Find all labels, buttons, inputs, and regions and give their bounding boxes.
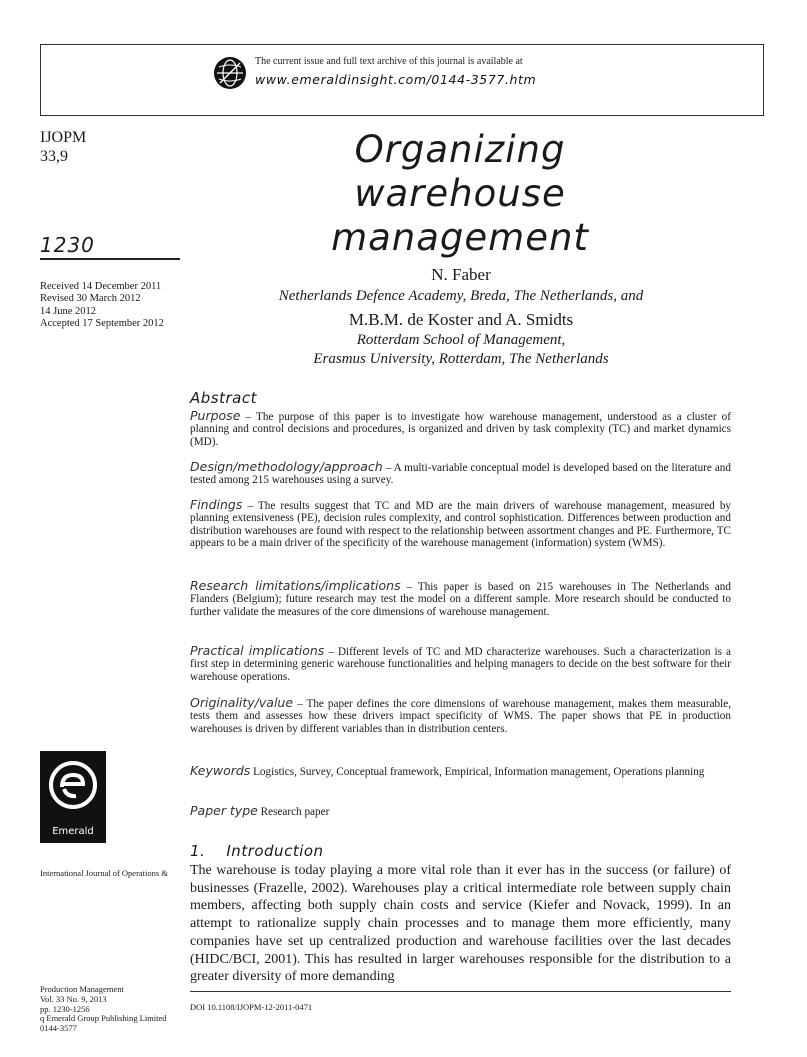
date-received: Received 14 December 2011 [40,281,162,292]
author-affiliation-2-line1: Rotterdam School of Management, [356,332,566,348]
author-name-2: M.B.M. de Koster and A. Smidts [348,310,574,329]
title-line: Organizing [354,128,566,171]
limitations-text: – This paper is based on 215 warehouses in The Netherlands and Flanders (Belgium); future research may test the model on a different sample. More research should be conducted to further validate the measures of the core dimensions of warehouse management. [190,581,731,618]
practical-text: – Different levels of TC and MD characterize warehouses. Such a characterization is a first step in determining generic warehouse functionalities and helping managers to decide on the best software for their warehouse operations. [190,646,731,683]
emerald-e-icon [40,751,106,821]
emerald-logo-text: Emerald [52,826,94,837]
purpose-label: Purpose [190,408,241,423]
title-line: management [331,216,589,259]
findings-text: – The results suggest that TC and MD are the main drivers of warehouse management, measured by planning extensiveness (PE), decision rules complexity, and control sophistication. Differences between production and distribution warehouses are found with respect to the relationship between assortment changes and PE. Furthermore, TC appears to be a main driver of the specificity of the warehouse management (information) system (WMS). [190,500,732,550]
title-line: warehouse [354,172,566,215]
pub-line: pp. 1230-1256 [40,1003,90,1014]
page-number: 1230 [40,233,95,257]
abstract-paper-type [190,805,731,818]
keywords-text: Logistics, Survey, Conceptual framework, Empirical, Information management, Operations planning [253,766,705,778]
submission-dates [40,281,164,330]
abstract-keywords [190,765,731,778]
author-affiliation-2-line2: Erasmus University, Rotterdam, The Netherlands [313,351,609,367]
doi: DOI 10.1108/IJOPM-12-2011-0471 [190,1002,313,1012]
papertype-label: Paper type [190,803,258,818]
footer-rule [190,991,731,992]
globe-icon [214,57,246,89]
introduction-text: The warehouse is today playing a more vital role than it ever has in the success (or failure) of businesses (Frazelle, 2002). Warehouses play a critical intermediate role between supply chain members, affecting both supply chain costs and service (Kiefer and Novack, 1999). In an attempt to rationalize supply chain processes and to manage them more efficiently, many companies have set up centralized production and warehouse facilities over the last decades (HIDC/BCI, 2001). This has resulted in larger warehouses responsible for the distribution to a greater diversity of more demanding [190,863,731,985]
originality-label: Originality/value [190,695,294,710]
purpose-text: – The purpose of this paper is to investigate how warehouse management, understood as a cluster of planning and control decisions and procedures, is organized and driven by task complexity (TC) and market dynamics (MD). [190,411,732,448]
abstract-findings [190,499,731,550]
introduction-heading: 1. Introduction [190,842,324,860]
author-affiliation-1: Netherlands Defence Academy, Breda, The Netherlands, and [278,288,644,304]
page-number-rule [40,258,180,260]
pub-line: Vol. 33 No. 9, 2013 [40,993,107,1004]
abstract-limitations [190,580,731,618]
abstract-purpose [190,410,731,448]
design-text: – A multi-variable conceptual model is developed based on the literature and tested among 215 warehouses using a survey. [190,462,731,487]
journal-full-name: International Journal of Operations & [40,868,168,878]
abstract-practical [190,645,731,683]
keywords-label: Keywords [190,763,251,778]
findings-label: Findings [190,497,243,512]
author-name-1: N. Faber [431,265,491,284]
date-accepted: Accepted 17 September 2012 [40,317,164,329]
banner-archive-text: The current issue and full text archive of this journal is available at [255,56,523,67]
publication-info [40,985,167,1034]
abstract-heading: Abstract [190,389,257,407]
papertype-text: Research paper [260,806,330,818]
paper-title [288,128,632,260]
pub-line: q Emerald Group Publishing Limited [40,1013,167,1024]
abstract-originality [190,697,731,735]
abstract-design [190,461,731,487]
practical-label: Practical implications [190,643,325,658]
journal-volume-issue: 33,9 [40,148,68,165]
journal-abbrev: IJOPM [40,129,87,146]
journal-info [40,128,86,166]
limitations-label: Research limitations/implications [190,578,401,593]
originality-text: – The paper defines the core dimensions of warehouse management, makes them measurable, tests them and assesses how these drivers impact specificity of WMS. The paper shows that PE in production warehouses is driven by different variables than in distribution centers. [190,698,731,735]
design-label: Design/methodology/approach [190,459,383,474]
pub-line: Production Management [40,984,124,994]
emerald-logo [40,751,106,843]
banner-url-link[interactable]: www.emeraldinsight.com/0144-3577.htm [255,72,537,87]
pub-line: 0144-3577 [40,1023,77,1034]
date-revised-second: 14 June 2012 [40,305,96,317]
date-revised: Revised 30 March 2012 [40,293,141,305]
journal-archive-banner [40,44,764,116]
